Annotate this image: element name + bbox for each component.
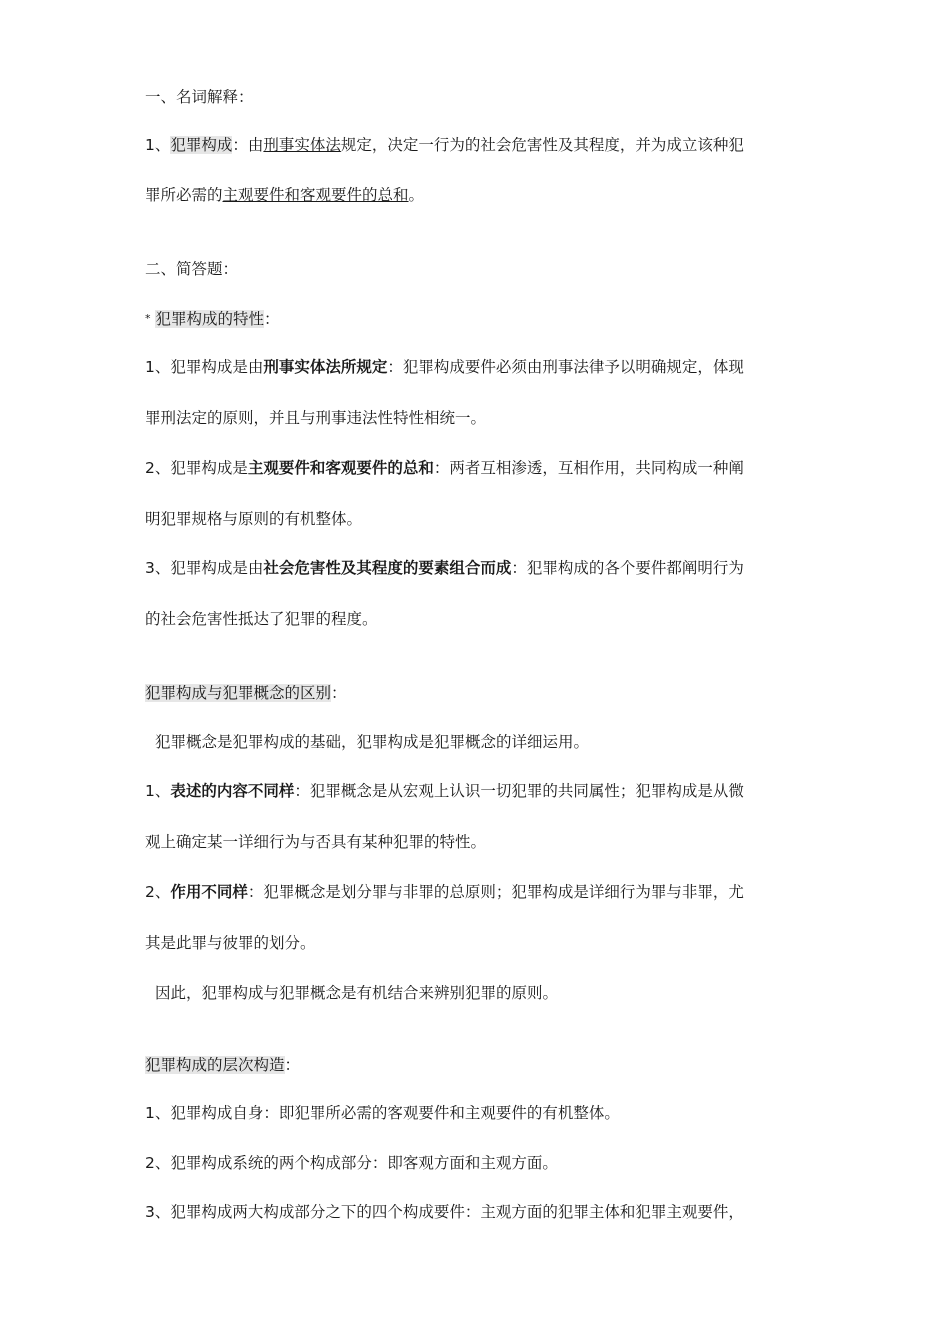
feature-item-3-line-2: 的社会危害性抵达了犯罪的程度。 <box>145 610 378 628</box>
definition-line-2: 罪所必需的主观要件和客观要件的总和。 <box>145 186 425 204</box>
section-heading-short-answer: 二、简答题： <box>145 260 239 278</box>
levels-item-3: 3、犯罪构成两大构成部分之下的四个构成要件：主观方面的犯罪主体和犯罪主观要件， <box>145 1203 744 1221</box>
subheading-levels: 犯罪构成的层次构造： <box>145 1056 301 1074</box>
feature-item-1-line-2: 罪刑法定的原则，并且与刑事违法性特性相统一。 <box>145 409 487 427</box>
feature-item-2-line-2: 明犯罪规格与原则的有机整体。 <box>145 510 363 528</box>
difference-item-1-line-2: 观上确定某一详细行为与否具有某种犯罪的特性。 <box>145 833 487 851</box>
highlighted-term: 犯罪构成 <box>170 136 233 154</box>
difference-conclusion: 因此，犯罪构成与犯罪概念是有机结合来辨别犯罪的原则。 <box>155 984 559 1002</box>
feature-item-2-line-1: 2、犯罪构成是主观要件和客观要件的总和：两者互相渗透，互相作用，共同构成一种阐 <box>145 459 744 477</box>
feature-item-1-line-1: 1、犯罪构成是由刑事实体法所规定：犯罪构成要件必须由刑事法律予以明确规定，体现 <box>145 358 744 376</box>
difference-item-1-line-1: 1、表述的内容不同样：犯罪概念是从宏观上认识一切犯罪的共同属性；犯罪构成是从微 <box>145 782 744 800</box>
levels-item-2: 2、犯罪构成系统的两个构成部分：即客观方面和主观方面。 <box>145 1154 558 1172</box>
definition-line-1: 1、犯罪构成：由刑事实体法规定，决定一行为的社会危害性及其程度，并为成立该种犯 <box>145 136 744 154</box>
star-bullet-icon: * <box>145 312 151 325</box>
highlighted-subheading: 犯罪构成与犯罪概念的区别 <box>145 684 332 702</box>
difference-intro: 犯罪概念是犯罪构成的基础，犯罪构成是犯罪概念的详细运用。 <box>155 733 590 751</box>
difference-item-2-line-2: 其是此罪与彼罪的划分。 <box>145 934 316 952</box>
levels-item-1: 1、犯罪构成自身：即犯罪所必需的客观要件和主观要件的有机整体。 <box>145 1104 620 1122</box>
underlined-term: 主观要件和客观要件的总和 <box>222 186 409 204</box>
underlined-term: 刑事实体法 <box>263 136 341 154</box>
highlighted-subheading: 犯罪构成的特性 <box>155 310 264 328</box>
difference-item-2-line-1: 2、作用不同样：犯罪概念是划分罪与非罪的总原则；犯罪构成是详细行为罪与非罪，尤 <box>145 883 744 901</box>
section-heading-definitions: 一、名词解释： <box>145 88 254 106</box>
subheading-difference: 犯罪构成与犯罪概念的区别： <box>145 684 347 702</box>
subheading-features: * 犯罪构成的特性： <box>145 310 280 328</box>
feature-item-3-line-1: 3、犯罪构成是由社会危害性及其程度的要素组合而成：犯罪构成的各个要件都阐明行为 <box>145 559 744 577</box>
highlighted-subheading: 犯罪构成的层次构造 <box>145 1056 285 1074</box>
